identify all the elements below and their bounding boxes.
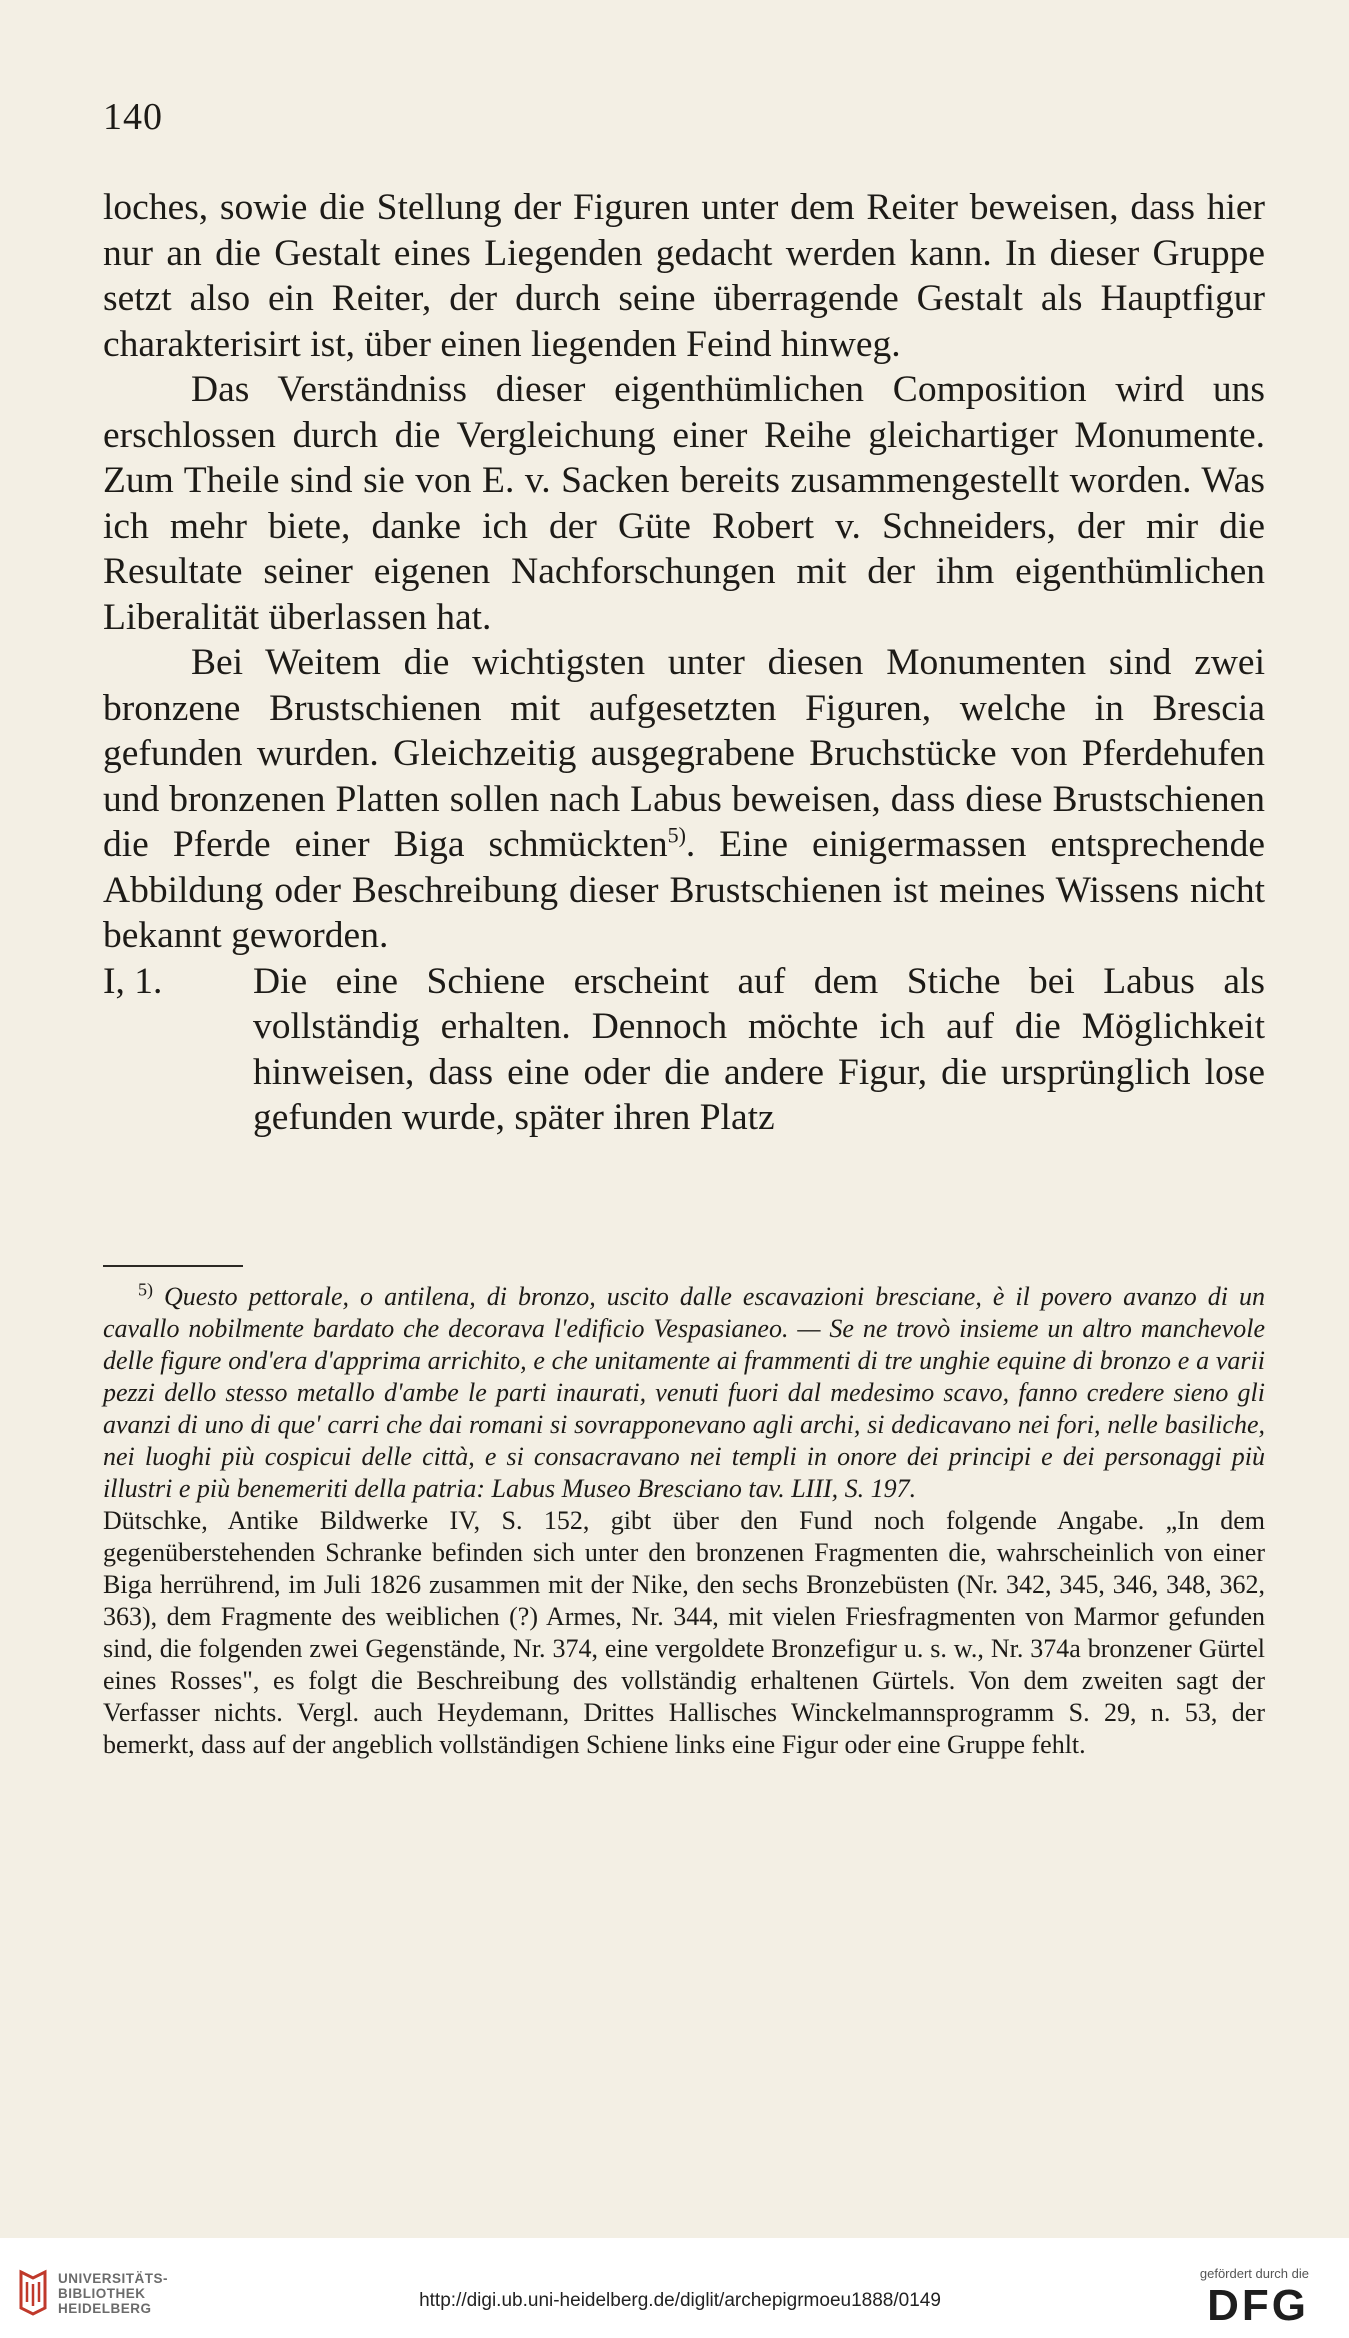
catalog-entry-text: Die eine Schiene erscheint auf dem Stiche bei Labus als vollständig erhalten. Dennoch möchte ich auf die Möglichkeit hinweisen, dass eine oder die andere Figur, die ursprünglich lose gefunden wurde, später ihren Platz (253, 960, 1265, 1138)
paragraph-1: loches, sowie die Stellung der Figuren unter dem Reiter beweisen, dass hier nur an die Gestalt eines Liegenden gedacht werden kann. In dieser Gruppe setzt also ein Reiter, der durch seine überragende Gestalt als Hauptfigur charakterisirt ist, über einen liegenden Feind hinweg. (103, 187, 1265, 365)
funded-by-label: gefördert durch die (1199, 2266, 1309, 2281)
footnote-divider (103, 1265, 243, 1267)
catalog-entry-number: I, 1. (103, 960, 163, 1002)
footnote-marker: 5) (138, 1279, 153, 1300)
paragraph-3-continuation: Eine einigermassen entsprechende Abbildung oder Beschreibung dieser Brustschienen ist meines Wissens nicht bekannt geworden. (103, 824, 1266, 956)
body-text (103, 185, 1265, 1141)
footnote-italian-quote (103, 1281, 1265, 1505)
university-library-logo-icon (15, 2268, 51, 2316)
footnote-italic-text: Questo pettorale, o antilena, di bronzo, uscito dalle escavazioni bresciane, è il povero avanzo di un cavallo nobilmente bardato che decorava l'edificio Vespasianeo. — Se ne trovò insieme un altro manchevole delle figure ond'era d'apprima arrichito, e che unitamente ai frammenti di tre unghie equine di bronzo e a varii pezzi dello stesso metallo d'ambe le parti inaurati, venuti fuori dal medesimo scavo, fanno credere sieno gli avanzi di uno di que' carri che dai romani si sovrapponevano agli archi, si dedicavano nei fori, nelle basiliche, nei luoghi più cospicui delle città, e si consacravano nei templi in onore dei principi e dei personaggi più illustri e più benemeriti della patria: Labus Museo Bresciano tav. LIII, S. 197. (103, 1282, 1265, 1503)
catalog-entry (103, 959, 1265, 1141)
digitization-footer (0, 2238, 1349, 2338)
footnote-section (103, 1281, 1265, 1761)
paragraph-3: Bei Weitem die wichtigsten unter diesen Monumenten sind zwei bronzene Brustschienen mit aufgesetzten Figuren, welche in Brescia gefunden wurden. Gleichzeitig ausgegrabene Bruchstücke von Pferdehufen und bronzenen Platten sollen nach Labus beweisen, dass diese Brustschienen die Pferde einer Biga schmückten$^{5)}$. Eine einigermassen entsprechende Abbildung oder Beschreibung dieser Brustschienen ist meines Wissens nicht bekannt geworden. (103, 642, 1266, 956)
footnote-german-text: Dütschke, Antike Bildwerke IV, S. 152, gibt über den Fund noch folgende Angabe. „In dem gegenüberstehenden Schranke befinden sich unter den bronzenen Fragmenten die, wahrscheinlich von einer Biga herrührend, im Juli 1826 zusammen mit der Nike, den sechs Bronzebüsten (Nr. 342, 345, 346, 348, 362, 363), dem Fragmente des weiblichen (?) Armes, Nr. 344, mit vielen Friesfragmenten von Marmor gefunden sind, die folgenden zwei Gegenstände, Nr. 374, eine vergoldete Bronzefigur u. s. w., Nr. 374a bronzener Gürtel eines Rosses", es folgt die Beschreibung des vollständig erhaltenen Gürtels. Von dem zweiten sagt der Verfasser nichts. Vergl. auch Heydemann, Drittes Hallisches Winckelmannsprogramm S. 29, n. 53, der bemerkt, dass auf der angeblich vollständigen Schiene links eine Figur oder eine Gruppe fehlt. (103, 1506, 1265, 1759)
page-number: 140 (103, 96, 163, 138)
paragraph-3-text: Bei Weitem die wichtigsten unter diesen Monumenten sind zwei bronzene Brustschienen mit aufgesetzten Figuren, welche in Brescia gefunden wurden. Gleichzeitig ausgegrabene Bruchstücke von Pferdehufen und bronzenen Platten sollen nach Labus beweisen, dass diese Brustschienen die Pferde einer Biga schmückten (103, 642, 1265, 865)
footnote-reference[interactable]: 5) (667, 822, 686, 848)
library-name: UNIVERSITÄTS- BIBLIOTHEK HEIDELBERG (58, 2271, 169, 2316)
dfg-logo: DFG (1207, 2281, 1309, 2330)
paragraph-2: Das Verständniss dieser eigenthümlichen Composition wird uns erschlossen durch die Vergleichung einer Reihe gleichartiger Monumente. Zum Theile sind sie von E. v. Sacken bereits zusammengestellt worden. Was ich mehr biete, danke ich der Güte Robert v. Schneiders, der mir die Resultate seiner eigenen Nachforschungen mit der ihm eigenthümlichen Liberalität überlassen hat. (103, 369, 1265, 638)
permalink-url[interactable]: http://digi.ub.uni-heidelberg.de/diglit/archepigrmoeu1888/0149 (419, 2290, 941, 2311)
